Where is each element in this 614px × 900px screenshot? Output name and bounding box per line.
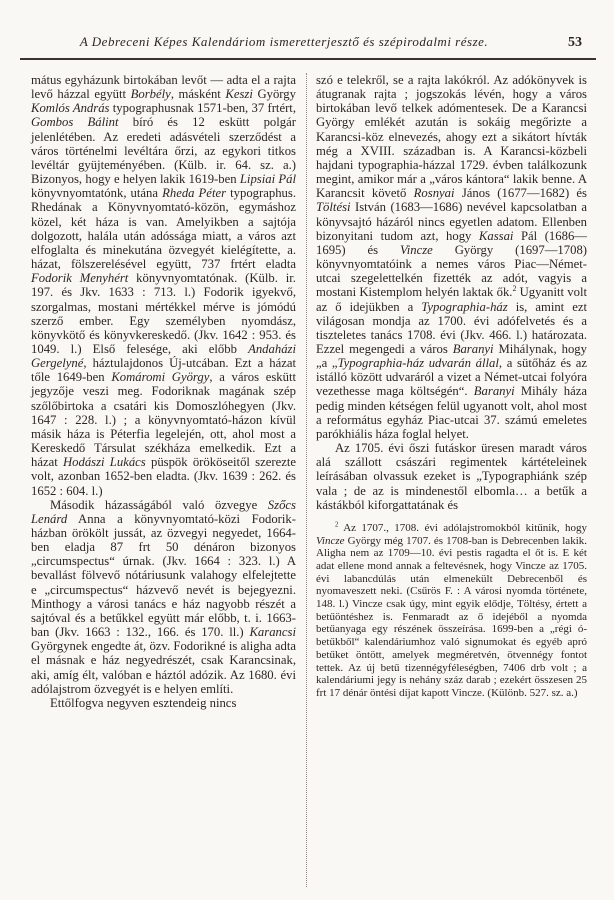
right-column <box>316 73 587 887</box>
body-paragraph: Ettőlfogva negyven esztendeig nincs <box>50 695 237 710</box>
page-header <box>24 34 596 51</box>
left-column <box>31 73 296 887</box>
text-columns <box>31 73 587 887</box>
page-number: 53 <box>568 35 582 50</box>
running-title: A Debreceni Képes Kalendáriom ismeretterjesztő és szépirodalmi része. <box>79 34 489 49</box>
body-paragraph: mátus egyházunk birtokában levőt — adta el a rajta levő házzal együtt Borbély, másként Keszi György Komlós András typographusnak 1571-ben, 37 frtért, Gombos Bálint bíró és 12 eskütt polgár jelenlétében. Az eredeti adásvételi szerződést a város történelmi levéltára őrzi, az egykori titkos levéltár gyüjteményében. (Külb. ir. 64. sz. a.) Bizonyos, hogy e helyen lakik 1619-ben Lipsiai Pál könyvnyomtatónk, utána Rheda Péter typographus. Rhedának a Könyvnyomtató-közön, egymáshoz közel, két háza is van. Amelyikben a sajtója dolgozott, halála után adóssága miatt, a város azt elfoglalta és minekutána özvegyét kielégítette, a. házat, fölszerelésével együtt, 737 frtért eladta Fodorik Menyhért könyvnyomtatónak. (Külb. ir. 197. és Jkv. 1633 : 713. l.) Fodorik igyekvő, szorgalmas, mostani mértékkel mérve is jómódú szerző ember. Egy személyben nyomdász, könyvkötő és könyvkereskedő. (Jkv. 1642 : 953. és 1049. l.) Első felesége, aki előbb Andaházi Gergelyné, háztulajdonos Új-utcában. Ezt a házat tőle 1649-ben Komáromi György, a város eskütt jegyzője veszi meg. Fodoriknak magának szép szőlőbirtoka a csatári kis Domoszlóhegyen (Jkv. 1647 : 228. l.) ; a könyvnyomtató-házon kívül másik háza is Péterfia legelején, ott, ahol most a Kereskedő Társulat székháza emelkedik. Ezt a házat Hodászi Lukács püspök örököseitől szerezte volt, azonban 1652-ben eladta. (Jkv. 1639 : 262. és 1652 : 604. l.) <box>31 73 297 498</box>
body-paragraph: szó e telekről, se a rajta lakókról. Az adókönyvek is átugranak rajta ; jogszokás lévén, hogy a város birtokában levő telkek adómentesek. De a Karancsi György emlékét azután is sokáig megőrizte a Karancsi-köz elnevezés, ahogy ezt a sikátort hívták még a XVIII. században is. A Karancsi-közbeli hajdani typographia-házzal 1729. évben találkozunk megint, amikor már a „város kántora“ lakik benne. A Karancsit követő Rosnyai János (1677—1682) és Töltési István (1683—1686) nevével kapcsolatban a könyvsajtó házáról nincs egyetlen adatom. Ellenben bizonyitani tudom azt, hogy Kassai Pál (1686—1695) és Vincze György (1697—1708) könyvnyomtatóink a nemes város Piac—Német-utcai szegelettelkén fizették az adót, vagyis a mostani Kistemplom helyén laktak ők.$^2$ Ugyanitt volt az ő idejükben a Typographia-ház is, amint ezt világosan mondja az 1700. évi adófelvetés és a tiszteletes tanács 1708. évi (Jkv. 466. l.) határozata. Ezzel megengedi a város Baranyi Mihálynak, hogy „a „Typographia-ház udvarán állal, a sütőház és az istálló között udvaráról a vizet a Német-utcai folyóra vezethesse maga költségén“. Baranyi Mihály háza pedig minden kétségen felül ugyanott volt, ahol most a református egyház Piac-utcai 37. számú emeletes parókhiális háza foglal helyet. <box>316 73 588 441</box>
body-paragraph: Az 1705. évi őszi futáskor üresen maradt város alá szállott császári regimentek kártételeinek leírásában olvassuk ezeket is „Typographiánk szép vala ; de az is mindenestől elbomla… a betűk a kástákból kiforgattatának és <box>316 441 587 512</box>
body-paragraph: Második házasságából való özvegye Szőcs Lenárd Anna a könyvnyomtató-közi Fodorik-házban örökölt jussát, az özvegyi negyedet, 1664-ben eladja 87 frt 50 dénáron bizonyos „circumspectus“ úrnak. (Jkv. 1664 : 323. l.) A bevallást fölvevő nótáriusunk valahogy elfelejtette e „circumspectus“ házvevő nevét is bejegyezni. Minthogy a városi tanács e ház nagyobb részét a sajtóval és a betűkkel együtt már előbb, t. i. 1663-ban (Jkv. 1663 : 132., 166. és 170. ll.) Karancsi Györgynek engedte át, özv. Fodorikné is aligha adta el másnak e ház negyedrészét, csak Karancsinak, aki, amíg élt, valóban e háztól adózik. Az 1680. évi adólajstrom özvegyét is e helyen említi. <box>31 497 296 696</box>
footnote-paragraph: $^2$ Az 1707., 1708. évi adólajstromokból kitűnik, hogy Vincze György még 1707. és 1708-ban is Debrecenben lakik. Aligha nem az 1709—10. évi pestis ragadta el őt is. E két adat ellene mond annak a feltevésnek, hogy Vincze az 1705. évi labancdúlás után elmenekült Debrecenből és nyomaveszett neki. (Csűrös F. : A városi nyomda története, 148. l.) Vincze csak úgy, mint egyik elődje, Töltésy, értett a betűöntéshez is. Fenmaradt az ő idejéből a nyomda betűanyaga egy részének összeírása. 1699-ben a „régi ó-betűkből“ kalendáriumhoz való signumokat és egyéb apró betűket öntött, amelyek megméretvén, ötvennégy fontot tettek. Az új betű tizennégyféleségben, 7406 drb volt ; a kalendáriumi jegy is nehány száz darab ; ezekért összesen 25 frt 17 dénár öntési díjat kapott Vincze. (Különb. 527. sz. a.) <box>316 521 587 699</box>
column-divider <box>306 73 307 887</box>
header-rule <box>20 58 596 60</box>
